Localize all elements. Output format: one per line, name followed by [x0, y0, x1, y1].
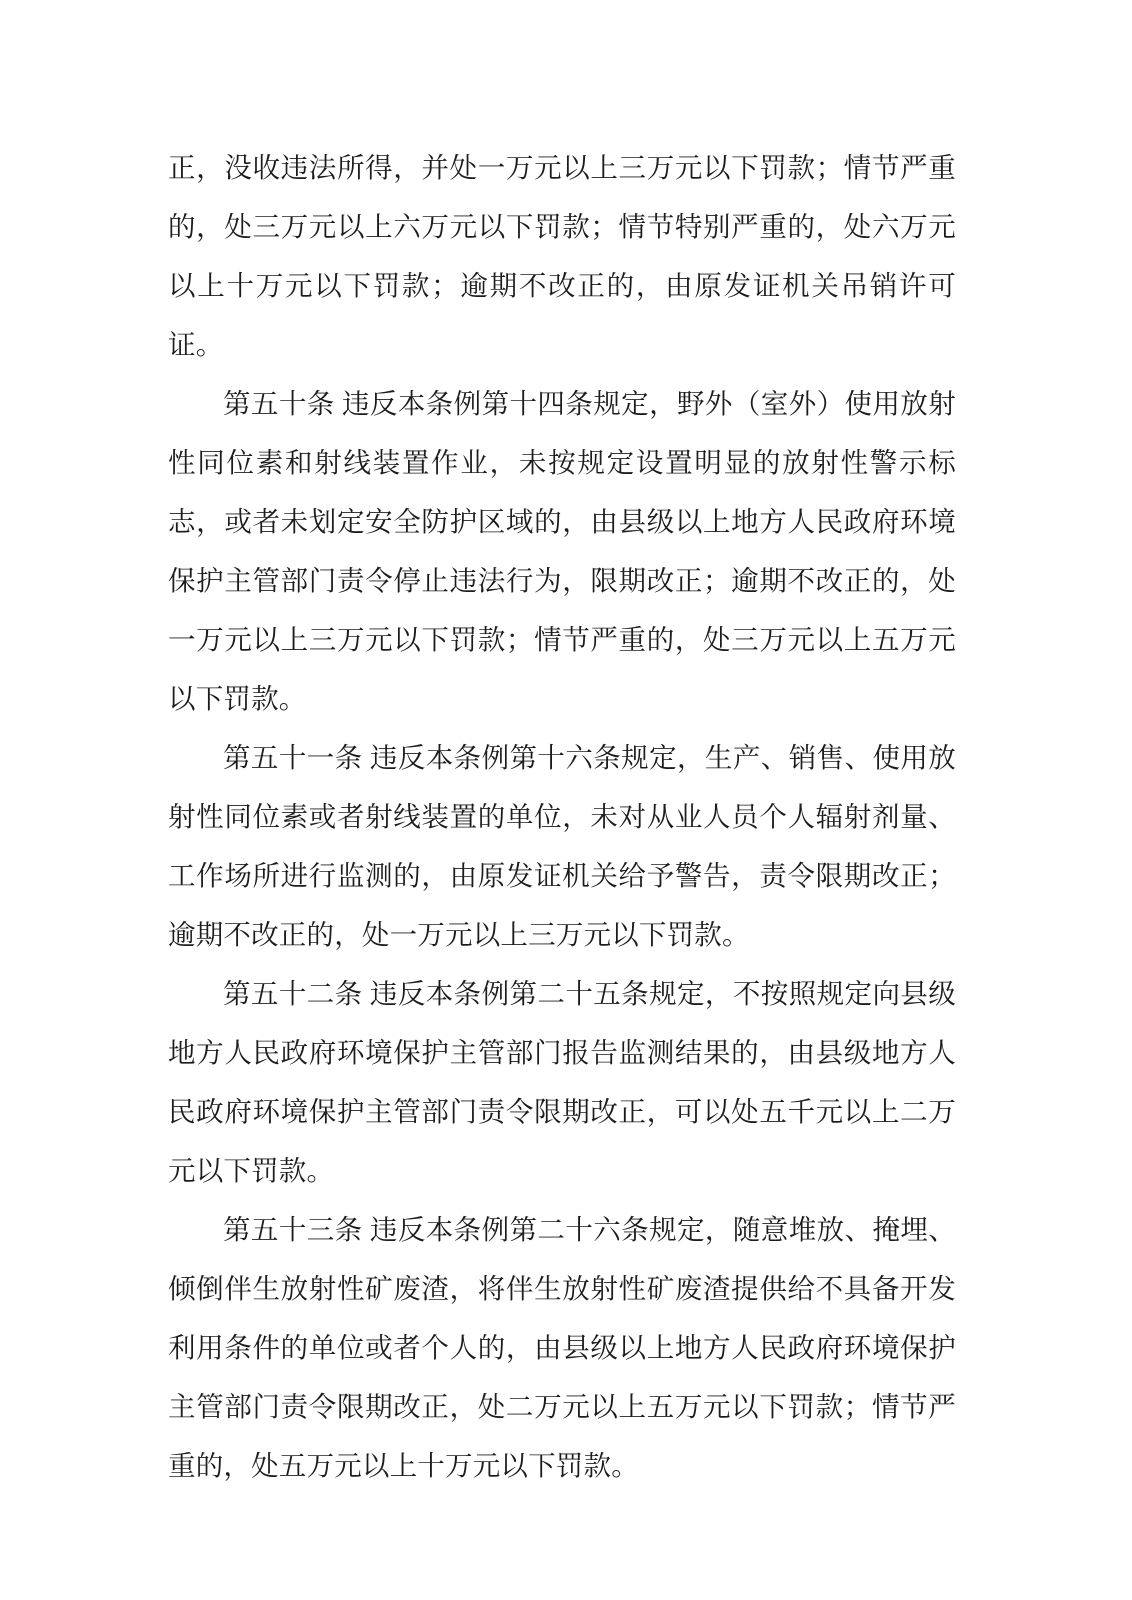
paragraph-article-50: 第五十条 违反本条例第十四条规定，野外（室外）使用放射性同位素和射线装置作业，未按规定设置明显的放射性警示标志，或者未划定安全防护区域的，由县级以上地方人民政府环境保护主管部门责令停止违法行为，限期改正；逾期不改正的，处一万元以上三万元以下罚款；情节严重的，处三万元以上五万元以下罚款。 [168, 388, 956, 714]
paragraph-article-51: 第五十一条 违反本条例第十六条规定，生产、销售、使用放射性同位素或者射线装置的单位，未对从业人员个人辐射剂量、工作场所进行监测的，由原发证机关给予警告，责令限期改正；逾期不改正的，处一万元以上三万元以下罚款。 [168, 742, 956, 950]
paragraph-article-52: 第五十二条 违反本条例第二十五条规定，不按照规定向县级地方人民政府环境保护主管部门报告监测结果的，由县级地方人民政府环境保护主管部门责令限期改正，可以处五千元以上二万元以下罚款。 [168, 978, 956, 1186]
paragraph-article-53: 第五十三条 违反本条例第二十六条规定，随意堆放、掩埋、倾倒伴生放射性矿废渣，将伴生放射性矿废渣提供给不具备开发利用条件的单位或者个人的，由县级以上地方人民政府环境保护主管部门责令限期改正，处二万元以上五万元以下罚款；情节严重的，处五万元以上十万元以下罚款。 [168, 1214, 956, 1481]
paragraph-article-49-continuation: 正，没收违法所得，并处一万元以上三万元以下罚款；情节严重的，处三万元以上六万元以下罚款；情节特别严重的，处六万元以上十万元以下罚款；逾期不改正的，由原发证机关吊销许可证。 [168, 152, 956, 360]
